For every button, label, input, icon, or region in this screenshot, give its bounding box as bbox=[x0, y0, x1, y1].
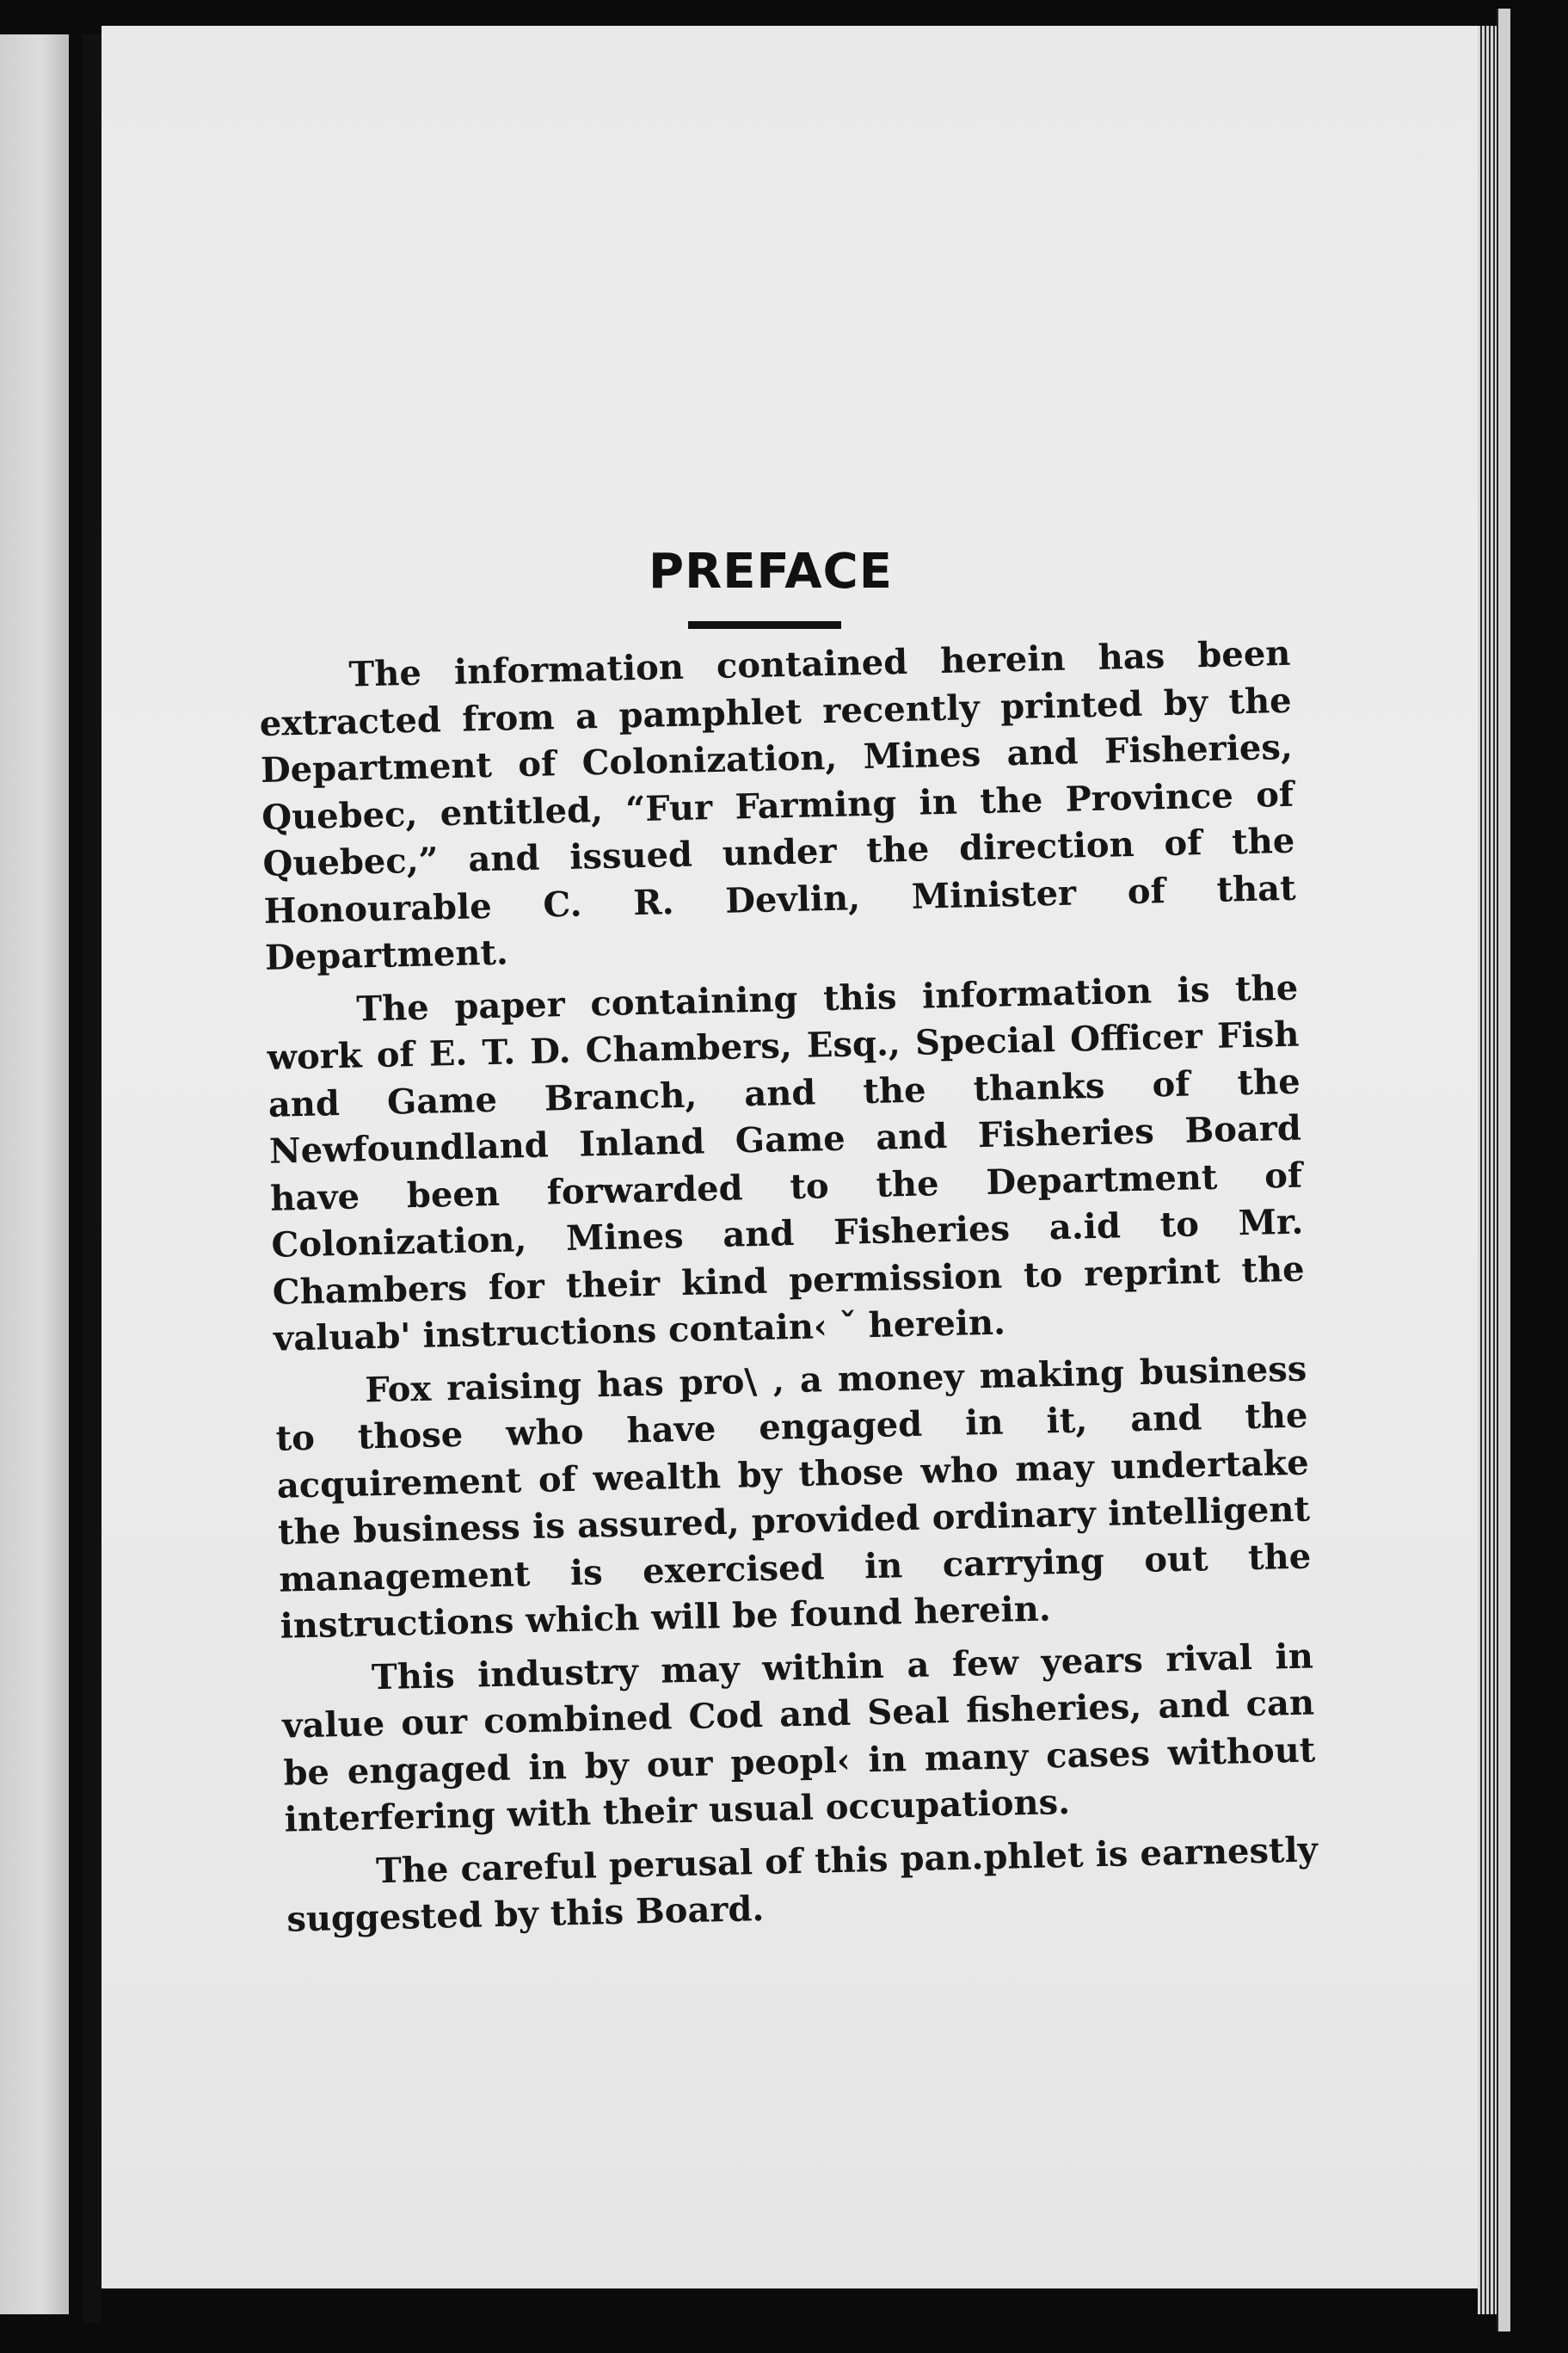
facing-page-edge bbox=[0, 34, 69, 2314]
paragraph: The paper containing this information is the work of E. T. D. Chambers, Esq., Special Officer Fish and Game Branch, and the thanks of the Newfoundland Inland Game and Fisheries Board have been forwarded to the Department of Colonization, Mines and Fisheries a.id to Mr. Chambers for their kind permission to reprint the valuab' instructions contain‹ ˇ herein. bbox=[267, 967, 1306, 1359]
page-title: PREFACE bbox=[649, 544, 893, 600]
page-edges bbox=[1478, 26, 1497, 2314]
paragraph: Fox raising has pro\ ‚ a money making business to those who have engaged in it, and the acquirement of wealth by those who may undertake the business is assured, provided ordinary intelligent management is exercised in carrying out the instructions which will be found herein. bbox=[275, 1348, 1312, 1647]
paragraph: This industry may within a few years rival in value our combined Cod and Seal fisheries, and can be engaged in by our peopl‹ in many cases without interfering with their usual occupations. bbox=[281, 1635, 1316, 1840]
title-rule bbox=[688, 621, 841, 629]
preface-body bbox=[258, 631, 1319, 1950]
book-gutter bbox=[83, 34, 101, 2323]
paragraph: The careful perusal of this pan.phlet is earnestly suggested by this Board. bbox=[286, 1828, 1319, 1940]
paragraph: The information contained herein has been extracted from a pamphlet recently printed by the Department of Colonization, Mines and Fisheries, Quebec, entitled, “Fur Farming in the Province of Quebec,” and issued under the direction of the Honourable C. R. Devlin, Minister of that Department. bbox=[259, 632, 1297, 978]
page-edges-outer bbox=[1497, 9, 1510, 2331]
